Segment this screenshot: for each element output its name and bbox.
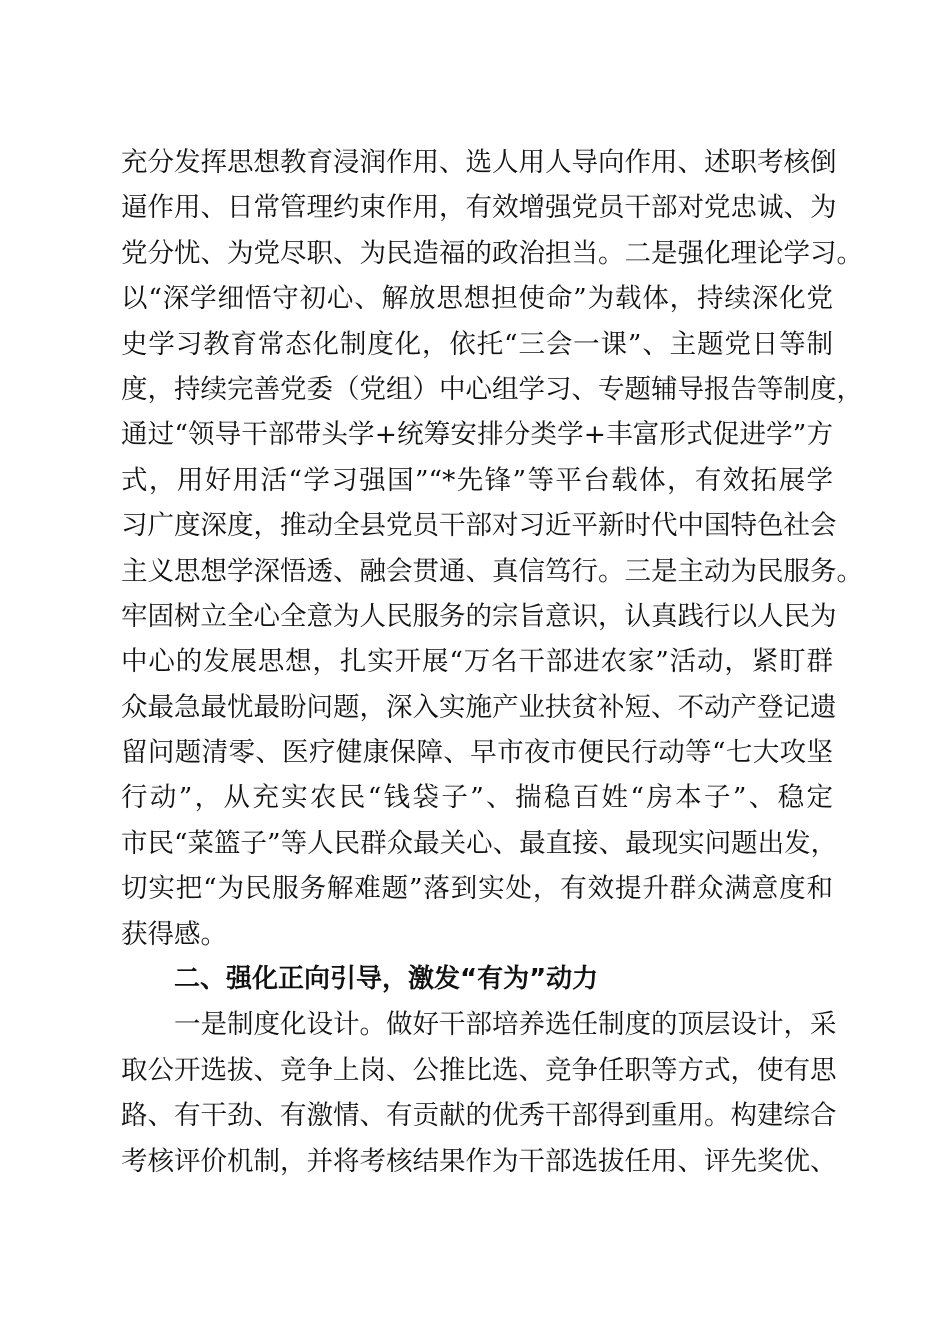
text-line: 路、有干劲、有激情、有贡献的优秀干部得到重用。构建综合 (121, 1100, 837, 1132)
text-line: 留问题清零、医疗健康保障、早市夜市便民行动等“七大攻坚 (121, 737, 833, 769)
text-line: 切实把“为民服务解难题”落到实处，有效提升群众满意度和 (121, 873, 833, 905)
text-line: 充分发挥思想教育浸润作用、选人用人导向作用、述职考核倒 (121, 147, 837, 178)
text-line: 度，持续完善党委（党组）中心组学习、专题辅导报告等制度， (121, 373, 863, 405)
text-line: 获得感。 (121, 918, 227, 950)
text-line: 主义思想学深悟透、融会贯通、真信笃行。三是主动为民服务。 (121, 555, 863, 587)
text-line: 逼作用、日常管理约束作用，有效增强党员干部对党忠诚、为 (121, 192, 837, 224)
text-line: 众最急最忧最盼问题，深入实施产业扶贫补短、不动产登记遗 (121, 691, 837, 723)
section-heading: 二、强化正向引导，激发“有为”动力 (174, 964, 599, 995)
text-line: 式，用好用活“学习强国”“*先锋”等平台载体，有效拓展学 (121, 464, 833, 496)
text-line: 市民“菜篮子”等人民群众最关心、最直接、最现实问题出发， (121, 827, 838, 859)
text-line: 习广度深度，推动全县党员干部对习近平新时代中国特色社会 (121, 510, 837, 542)
text-line: 取公开选拔、竞争上岗、公推比选、竞争任职等方式，使有思 (121, 1054, 837, 1086)
text-line: 牢固树立全心全意为人民服务的宗旨意识，认真践行以人民为 (121, 600, 837, 632)
text-line: 党分忧、为党尽职、为民造福的政治担当。二是强化理论学习。 (121, 237, 863, 269)
body-text (121, 140, 863, 1184)
text-line: 以“深学细悟守初心、解放思想担使命”为载体，持续深化党 (121, 283, 833, 315)
text-line: 一是制度化设计。做好干部培养选任制度的顶层设计，采 (174, 1009, 837, 1041)
text-line: 行动”，从充实农民“钱袋子”、揣稳百姓“房本子”、稳定 (121, 782, 833, 814)
text-line: 史学习教育常态化制度化，依托“三会一课”、主题党日等制 (121, 328, 833, 360)
text-line: 中心的发展思想，扎实开展“万名干部进农家”活动，紧盯群 (121, 646, 833, 678)
text-line: 通过“领导干部带头学+统筹安排分类学+丰富形式促进学”方 (121, 419, 833, 451)
text-line: 考核评价机制，并将考核结果作为干部选拔任用、评先奖优、 (121, 1145, 837, 1177)
